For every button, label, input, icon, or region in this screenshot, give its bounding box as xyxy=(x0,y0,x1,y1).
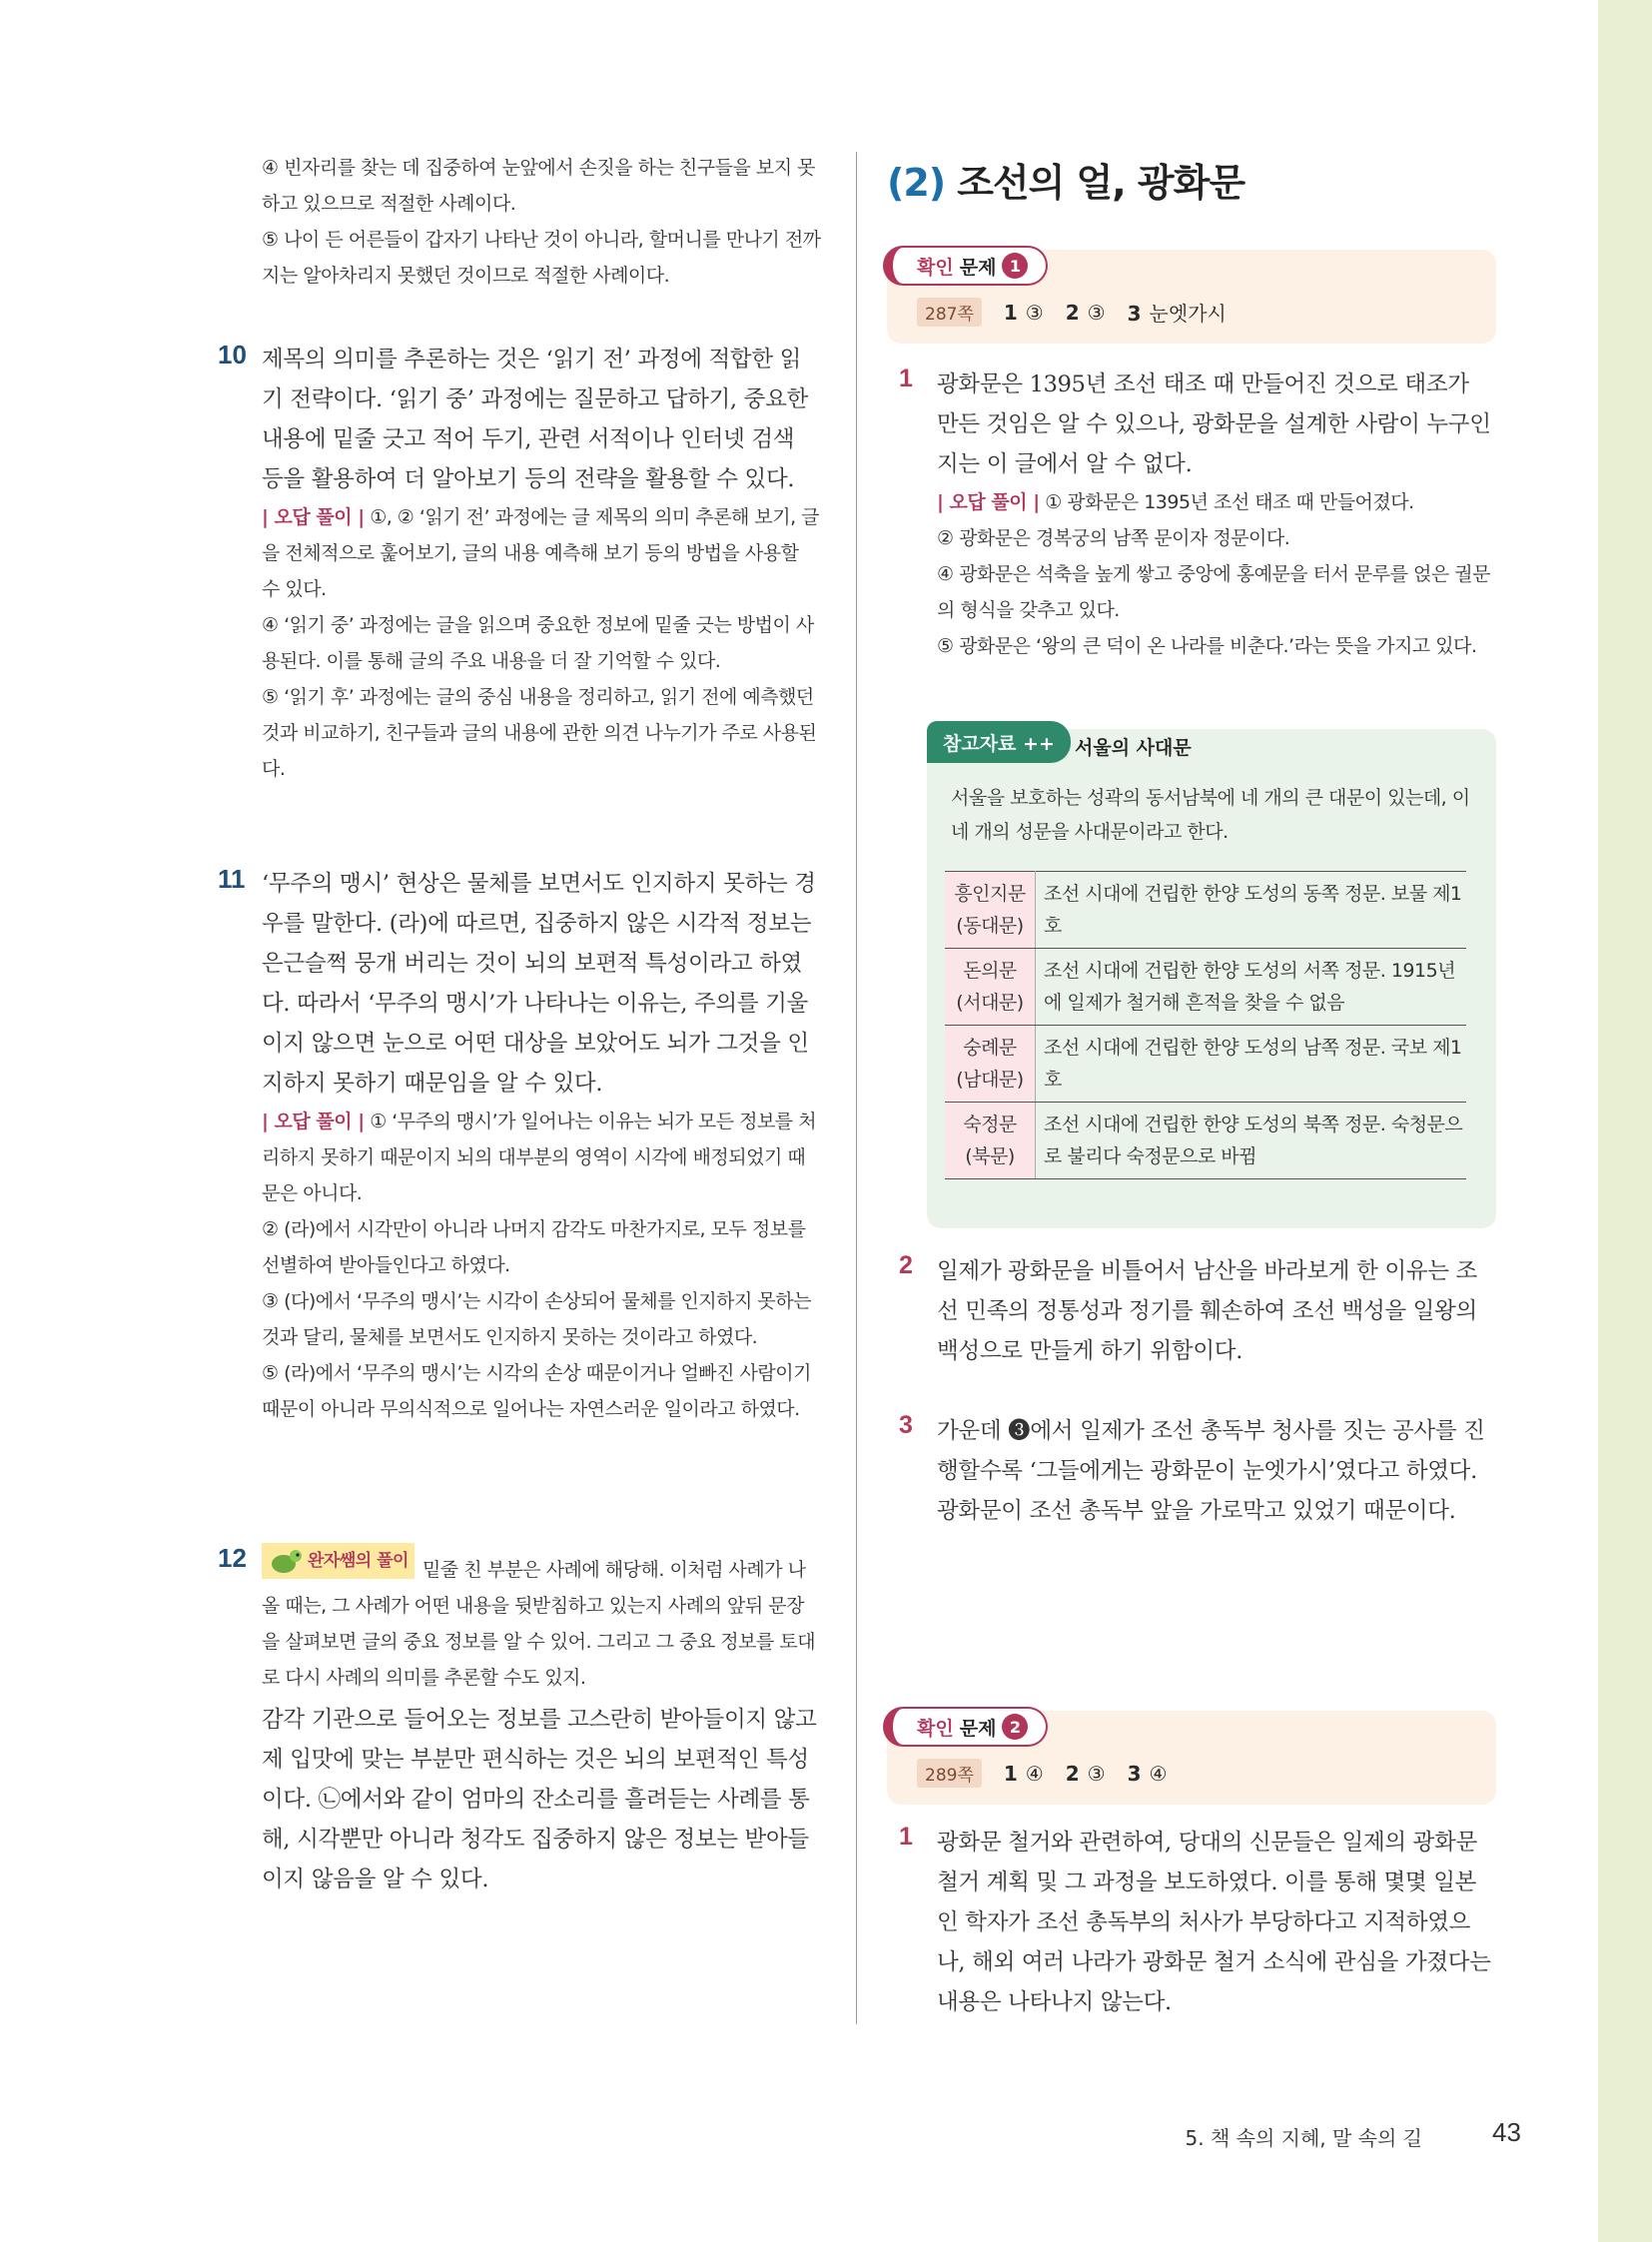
wrong-explanation-3: ⑤ ‘읽기 후’ 과정에는 글의 중심 내용을 정리하고, 읽기 전에 예측했던 것과 비교하기, 친구들과 글의 내용에 관한 의견 나누기가 주로 사용된다. xyxy=(262,686,817,780)
check-problem-box-2 xyxy=(887,1711,1496,1805)
answer-item: 3 ④ xyxy=(1127,1761,1168,1786)
check-number-badge: 1 xyxy=(1002,253,1028,279)
gate-name-cell: 숙정문 (북문) xyxy=(945,1103,1036,1179)
question-11 xyxy=(218,864,821,1427)
wrong-explanation-2: ④ ‘읽기 중’ 과정에는 글을 읽으며 중요한 정보에 밑줄 긋는 방법이 사용된다. 이를 통해 글의 주요 내용을 더 잘 기억할 수 있다. xyxy=(262,614,814,672)
right-question-2 xyxy=(899,1251,1496,1371)
check-label-1: 확인 xyxy=(917,256,954,279)
gate-desc-cell: 조선 시대에 건립한 한양 도성의 서쪽 정문. 1915년에 일제가 철거해 흔적을 찾을 수 없음 xyxy=(1036,949,1467,1026)
wrong-explanation-1 xyxy=(937,484,1496,520)
reference-box xyxy=(927,729,1496,1228)
teacher-text: 밑줄 친 부분은 사례에 해당해. 이처럼 사례가 나올 때는, 그 사례가 어떤 내용을 뒷받침하고 있는지 사례의 앞뒤 문장을 살펴보면 글의 중요 정보를 알 수 있어. 그리고 그 중요 정보를 토대로 다시 사례의 의미를 추론할 수도 있지. xyxy=(262,1559,816,1689)
answer-item: 2 ③ xyxy=(1065,300,1106,325)
question-number: 2 xyxy=(899,1251,913,1279)
wrong-explanation-1 xyxy=(262,499,821,607)
answer-item: 2 ③ xyxy=(1065,1761,1106,1786)
reference-label: 참고자료 ++ xyxy=(927,721,1071,763)
prev-answer-4: ④ 빈자리를 찾는 데 집중하여 눈앞에서 손짓을 하는 친구들을 보지 못하고 있으므로 적절한 사례이다. xyxy=(262,157,815,215)
question-12 xyxy=(218,1543,821,1899)
section-title xyxy=(887,152,1244,207)
wrong-text: ① ‘무주의 맹시’가 일어나는 이유는 뇌가 모든 정보를 처리하지 못하기 때문이지 뇌의 대부분의 영역이 시각에 배정되었기 때문은 아니다. xyxy=(262,1111,817,1204)
check-label xyxy=(883,1707,1048,1747)
wrong-tag: | 오답 풀이 | xyxy=(937,491,1040,513)
reference-title: 서울의 사대문 xyxy=(1075,737,1192,759)
gate-table xyxy=(945,871,1466,1179)
table-row xyxy=(945,1103,1466,1179)
gate-desc-cell: 조선 시대에 건립한 한양 도성의 남쪽 정문. 국보 제1호 xyxy=(1036,1026,1467,1103)
wrong-text: ①, ② ‘읽기 전’ 과정에는 글 제목의 의미 추론해 보기, 글을 전체적으로 훑어보기, 글의 내용 예측해 보기 등의 방법을 사용할 수 있다. xyxy=(262,506,820,600)
wrong-explanation-1 xyxy=(262,1104,821,1211)
right-question-1 xyxy=(899,365,1496,664)
check-number-badge: 2 xyxy=(1002,1714,1028,1740)
question-number: 3 xyxy=(899,1411,913,1439)
right-question-3 xyxy=(899,1411,1496,1531)
table-row xyxy=(945,1026,1466,1103)
answer-item: 1 ④ xyxy=(1003,1761,1044,1786)
wrong-explanation-4: ⑤ 광화문은 ‘왕의 큰 덕이 온 나라를 비춘다.’라는 뜻을 가지고 있다. xyxy=(937,635,1477,657)
wrong-tag: | 오답 풀이 | xyxy=(262,506,365,528)
answer-item: 1 ③ xyxy=(1003,300,1044,325)
wrong-explanation-2: ② 광화문은 경복궁의 남쪽 문이자 정문이다. xyxy=(937,527,1290,549)
check-label-2: 문제 xyxy=(959,1717,997,1740)
wrong-text: ① 광화문은 1395년 조선 태조 때 만들어졌다. xyxy=(1045,491,1414,513)
right-question-2-1 xyxy=(899,1823,1496,2022)
question-number: 10 xyxy=(218,340,247,370)
answer-item: 3 눈엣가시 xyxy=(1127,302,1227,326)
teacher-badge xyxy=(262,1543,414,1579)
question-body: 광화문은 1395년 조선 태조 때 만들어진 것으로 태조가 만든 것임은 알 수 있으나, 광화문을 설계한 사람이 누구인지는 이 글에서 알 수 없다. xyxy=(937,372,1491,477)
question-body: 감각 기관으로 들어오는 정보를 고스란히 받아들이지 않고 제 입맛에 맞는 부분만 편식하는 것은 뇌의 보편적인 특성이다. ㉡에서와 같이 엄마의 잔소리를 흘려듣는 사례를 통해, 시각뿐만 아니라 청각도 집중하지 않은 정보는 받아들이지 않음을 알 수 있다. xyxy=(262,1707,817,1892)
teacher-comment xyxy=(262,1543,821,1696)
question-body: 제목의 의미를 추론하는 것은 ‘읽기 전’ 과정에 적합한 읽기 전략이다. ‘읽기 중’ 과정에는 질문하고 답하기, 중요한 내용에 밑줄 긋고 적어 두기, 관련 서적이나 인터넷 검색 등을 활용하여 더 알아보기 등의 전략을 활용할 수 있다. xyxy=(262,347,808,492)
check-label-2: 문제 xyxy=(959,256,997,279)
turtle-icon xyxy=(268,1546,304,1576)
table-row xyxy=(945,872,1466,949)
wrong-explanation-3: ③ (다)에서 ‘무주의 맹시’는 시각이 손상되어 물체를 인지하지 못하는 것과 달리, 물체를 보면서도 인지하지 못하는 것이라고 하였다. xyxy=(262,1290,811,1348)
table-row xyxy=(945,949,1466,1026)
answer-row xyxy=(917,298,1227,327)
page-reference: 287쪽 xyxy=(917,298,982,327)
teacher-label: 완자쌤의 풀이 xyxy=(308,1551,409,1571)
question-number: 1 xyxy=(899,365,913,392)
check-label-1: 확인 xyxy=(917,1717,954,1740)
answer-row xyxy=(917,1759,1167,1788)
question-body: 광화문 철거와 관련하여, 당대의 신문들은 일제의 광화문 철거 계획 및 그 과정을 보도하였다. 이를 통해 몇몇 일본인 학자가 조선 총독부의 처사가 부당하다고 지적하였으나, 해외 여러 나라가 광화문 철거 소식에 관심을 가졌다는 내용은 나타나지 않는다. xyxy=(937,1830,1491,2015)
check-label xyxy=(883,246,1048,286)
gate-desc-cell: 조선 시대에 건립한 한양 도성의 북쪽 정문. 숙청문으로 불리다 숙정문으로 바뀜 xyxy=(1036,1103,1467,1179)
column-divider xyxy=(856,152,857,2024)
gate-name-cell: 흥인지문 (동대문) xyxy=(945,872,1036,949)
gate-desc-cell: 조선 시대에 건립한 한양 도성의 동쪽 정문. 보물 제1호 xyxy=(1036,872,1467,949)
wrong-tag: | 오답 풀이 | xyxy=(262,1111,365,1132)
gate-name-cell: 숭례문 (남대문) xyxy=(945,1026,1036,1103)
gate-name-cell: 돈의문 (서대문) xyxy=(945,949,1036,1026)
question-number: 1 xyxy=(899,1823,913,1851)
question-body: ‘무주의 맹시’ 현상은 물체를 보면서도 인지하지 못하는 경우를 말한다. (라)에 따르면, 집중하지 않은 시각적 정보는 은근슬쩍 뭉개 버리는 것이 뇌의 보편적 특성이라고 하였다. 따라서 ‘무주의 맹시’가 나타나는 이유는, 주의를 기울이지 않으면 눈으로 어떤 대상을 보았어도 뇌가 그것을 인지하지 못하기 때문임을 알 수 있다. xyxy=(262,871,816,1097)
question-body: 일제가 광화문을 비틀어서 남산을 바라보게 한 이유는 조선 민족의 정통성과 정기를 훼손하여 조선 백성을 일왕의 백성으로 만들게 하기 위함이다. xyxy=(937,1258,1477,1364)
chapter-footer: 5. 책 속의 지혜, 말 속의 길 xyxy=(1185,2126,1422,2150)
wrong-explanation-3: ④ 광화문은 석축을 높게 쌓고 중앙에 홍예문을 터서 문루를 얹은 궐문의 형식을 갖추고 있다. xyxy=(937,563,1490,621)
reference-intro: 서울을 보호하는 성곽의 동서남북에 네 개의 큰 대문이 있는데, 이 네 개의 성문을 사대문이라고 한다. xyxy=(951,787,1470,843)
page-number: 43 xyxy=(1492,2117,1521,2147)
section-title-text: 조선의 얼, 광화문 xyxy=(957,161,1245,205)
side-color-strip xyxy=(1598,0,1652,2242)
section-number: (2) xyxy=(887,161,946,205)
page-reference: 289쪽 xyxy=(917,1759,982,1788)
wrong-explanation-4: ⑤ (라)에서 ‘무주의 맹시’는 시각의 손상 때문이거나 얼빠진 사람이기 때문이 아니라 무의식적으로 일어나는 자연스러운 일이라고 하였다. xyxy=(262,1362,811,1420)
question-body: 가운데 ❸에서 일제가 조선 총독부 청사를 짓는 공사를 진행할수록 ‘그들에게는 광화문이 눈엣가시’였다고 하였다. 광화문이 조선 총독부 앞을 가로막고 있었기 때문이다. xyxy=(937,1418,1485,1524)
question-number: 11 xyxy=(218,864,246,894)
question-10 xyxy=(218,340,821,787)
question-number: 12 xyxy=(218,1543,247,1573)
check-problem-box-1 xyxy=(887,250,1496,344)
prev-answer-5: ⑤ 나이 든 어른들이 갑자기 나타난 것이 아니라, 할머니를 만나기 전까지는 알아차리지 못했던 것이므로 적절한 사례이다. xyxy=(262,229,821,287)
wrong-explanation-2: ② (라)에서 시각만이 아니라 나머지 감각도 마찬가지로, 모두 정보를 선별하여 받아들인다고 하였다. xyxy=(262,1218,806,1276)
